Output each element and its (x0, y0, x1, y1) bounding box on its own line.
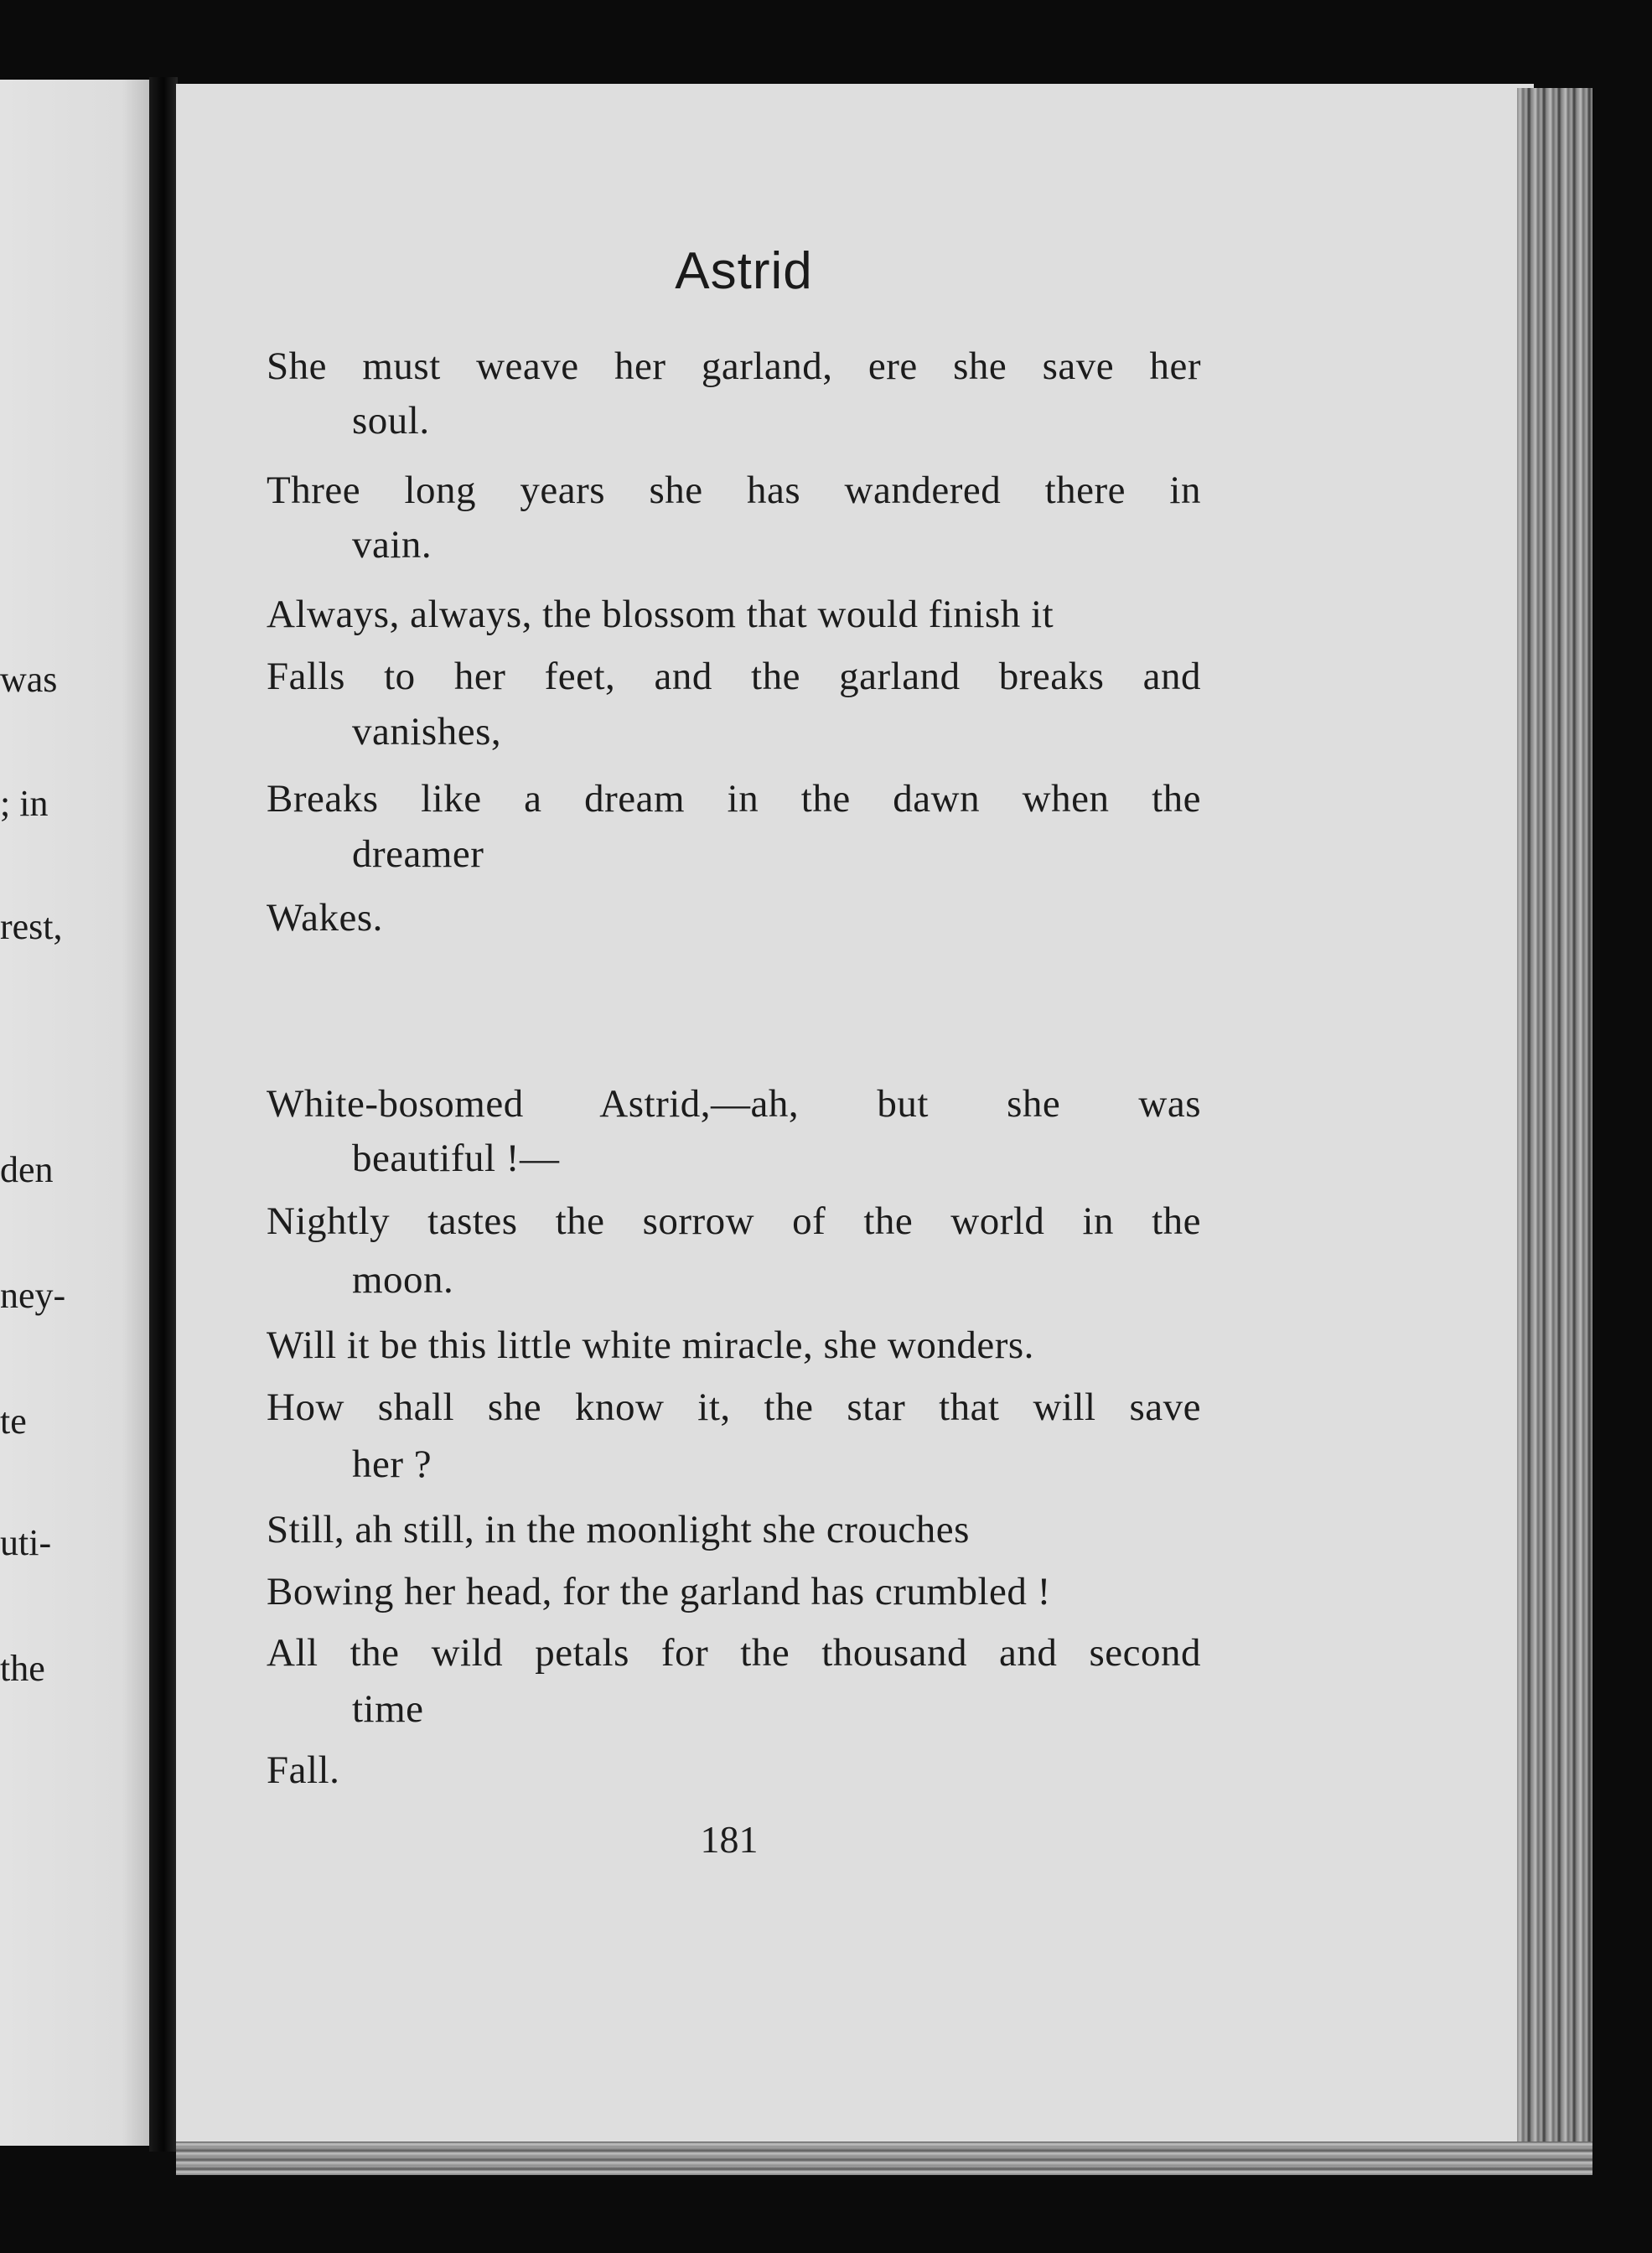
poem-line: White-bosomed Astrid,—ah, but she was (267, 1082, 1201, 1126)
facing-page-fragment: ; in (0, 783, 49, 824)
poem-line: Falls to her feet, and the garland breaks and (267, 655, 1201, 698)
poem-line: Three long years she has wandered there in (267, 469, 1201, 512)
page-number: 181 (700, 1818, 759, 1861)
poem-line-continuation: moon. (352, 1258, 454, 1302)
page-edge-right (1517, 88, 1592, 2158)
poem-line: Always, always, the blossom that would finish it (267, 593, 1054, 636)
poem-line: Fall. (267, 1748, 340, 1792)
poem-line-continuation: time (352, 1687, 424, 1731)
page-edge-bottom (176, 2142, 1592, 2175)
poem-line: Wakes. (267, 896, 383, 940)
facing-page-fragment: uti- (0, 1522, 52, 1563)
poem-title: Astrid (675, 242, 813, 300)
poem-line: She must weave her garland, ere she save her (267, 344, 1201, 388)
poem-line: Breaks like a dream in the dawn when the (267, 777, 1201, 821)
poem-line-continuation: soul. (352, 399, 430, 443)
poem-line-continuation: vanishes, (352, 710, 502, 754)
facing-page-fragment: was (0, 659, 58, 700)
poem-line: Bowing her head, for the garland has crumbled ! (267, 1570, 1051, 1613)
poem-line-continuation: vain. (352, 523, 432, 567)
facing-page-fragment: den (0, 1149, 54, 1190)
poem-line-continuation: her ? (352, 1442, 432, 1486)
poem-line: All the wild petals for the thousand and second (267, 1631, 1201, 1675)
poem-line: Nightly tastes the sorrow of the world in the (267, 1199, 1201, 1243)
facing-page-fragment: rest, (0, 906, 63, 947)
poem-line-continuation: dreamer (352, 832, 484, 876)
poem-line: Will it be this little white miracle, she wonders. (267, 1323, 1034, 1367)
facing-page-fragment: te (0, 1401, 27, 1442)
facing-page-fragment: the (0, 1648, 45, 1689)
poem-line: How shall she know it, the star that will save (267, 1385, 1201, 1429)
facing-page-fragment: ney- (0, 1275, 66, 1316)
poem-line: Still, ah still, in the moonlight she crouches (267, 1508, 970, 1551)
poem-line-continuation: beautiful !— (352, 1137, 560, 1180)
